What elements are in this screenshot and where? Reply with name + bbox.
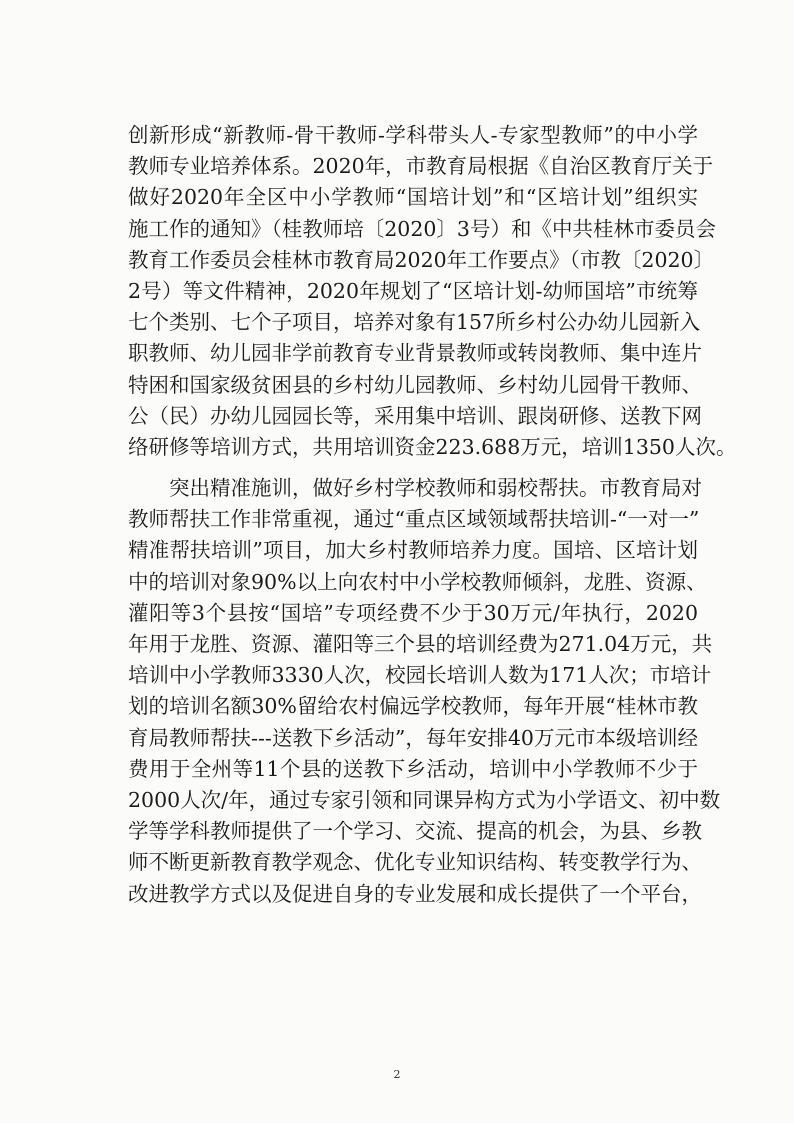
text-line: 教师帮扶工作非常重视，通过“重点区域领域帮扶培训-“一对一” — [128, 507, 700, 532]
paragraph-spacing — [128, 463, 698, 473]
text-line: 育局教师帮扶---送教下乡活动”，每年安排40万元市本级培训经 — [128, 725, 698, 750]
text-line: 创新形成“新教师-骨干教师-学科带头人-专家型教师”的中小学 — [128, 123, 698, 147]
text-line: 络研修等培训方式，共用培训资金223.688万元，培训1350人次。 — [128, 434, 737, 459]
text-line: 学等学科教师提供了一个学习、交流、提高的机会，为县、乡教 — [128, 819, 702, 844]
text-line: 培训中小学教师3330人次，校园长培训人数为171人次；市培计 — [128, 663, 712, 688]
text-line: 职教师、幼儿园非学前教育专业背景教师或转岗教师、集中连片 — [128, 341, 702, 366]
text-line: 师不断更新教育教学观念、优化专业知识结构、转变教学行为、 — [128, 850, 702, 875]
text-line: 特困和国家级贫困县的乡村幼儿园教师、乡村幼儿园骨干教师、 — [128, 372, 702, 397]
text-line: 2号）等文件精神，2020年规划了“区培计划-幼师国培”市统筹 — [128, 278, 698, 303]
text-line: 年用于龙胜、资源、灌阳等三个县的培训经费为271.04万元，共 — [128, 632, 713, 656]
text-line: 2000人次/年，通过专家引领和同课异构方式为小学语文、初中数 — [128, 787, 721, 812]
text-line: 费用于全州等11个县的送教下乡活动，培训中小学教师不少于 — [128, 756, 698, 781]
paragraph-1 — [128, 120, 737, 463]
text-line: 公（民）办幼儿园园长等，采用集中培训、跟岗研修、送教下网 — [128, 403, 702, 428]
text-line: 中的培训对象90%以上向农村中小学校教师倾斜，龙胜、资源、 — [128, 569, 707, 594]
text-line: 教师专业培养体系。2020年，市教育局根据《自治区教育厅关于 — [128, 154, 714, 179]
page-number: 2 — [393, 1068, 401, 1081]
text-line: 施工作的通知》（桂教师培〔2020〕3号）和《中共桂林市委员会 — [128, 216, 716, 241]
paragraph-2 — [128, 473, 721, 910]
text-line: 突出精准施训，做好乡村学校教师和弱校帮扶。市教育局对 — [128, 476, 702, 501]
text-line: 划的培训名额30%留给农村偏远学校教师，每年开展“桂林市教 — [128, 694, 698, 719]
text-line: 七个类别、七个子项目，培养对象有157所乡村公办幼儿园新入 — [128, 310, 701, 335]
text-line: 教育工作委员会桂林市教育局2020年工作要点》（市教〔2020〕 — [128, 247, 715, 272]
body-text — [128, 120, 737, 910]
text-line: 改进教学方式以及促进自身的专业发展和成长提供了一个平台， — [128, 881, 702, 906]
text-line: 灌阳等3个县按“国培”专项经费不少于30万元/年执行，2020 — [128, 600, 698, 625]
text-line: 精准帮扶培训”项目，加大乡村教师培养力度。国培、区培计划 — [128, 538, 698, 563]
text-line: 做好2020年全区中小学教师“国培计划”和“区培计划”组织实 — [128, 185, 698, 210]
